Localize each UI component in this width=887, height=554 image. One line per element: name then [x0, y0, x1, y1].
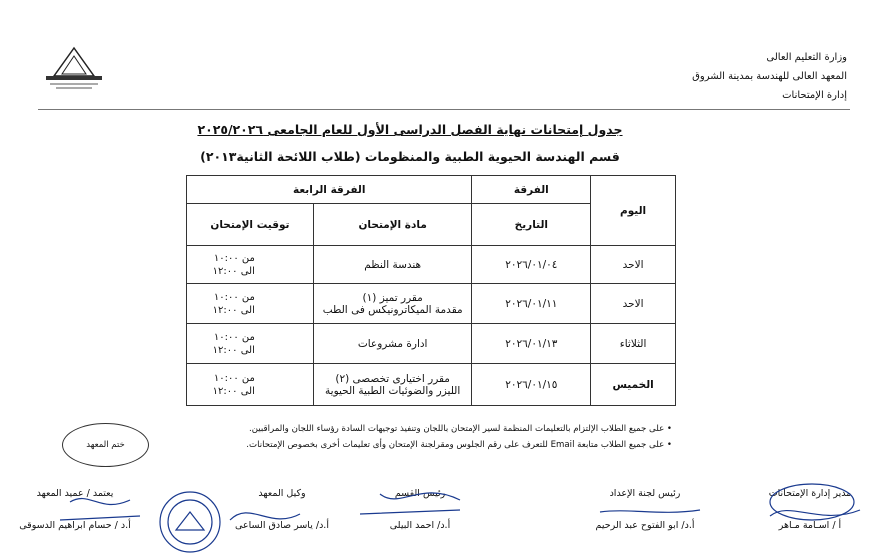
signature-name: أ / اسـامة مـاهر	[778, 520, 842, 531]
table-row	[187, 284, 676, 324]
institute-stamp: ختم المعهد	[62, 423, 149, 467]
subject-line-2: الليزر والضوئيات الطبية الحيوية	[325, 384, 461, 397]
signature-name: أ.د/ ابو الفتوح عبد الرحيم	[595, 520, 695, 531]
time-to: الى ١٢:٠٠	[212, 265, 255, 277]
day-cell: الاحد	[591, 284, 676, 324]
subject-cell	[313, 246, 472, 284]
signature-role: وكيل المعهد	[258, 488, 306, 499]
header-divider	[38, 109, 850, 110]
date-cell: ٢٠٢٦/٠١/١٣	[472, 324, 591, 364]
time-cell	[187, 284, 314, 324]
time-cell	[187, 364, 314, 406]
signature-role: مدير إدارة الإمتحانات	[768, 488, 852, 499]
signature-name: أ.د/ ياسر صادق الساعى	[235, 520, 329, 531]
time-from: من ١٠:٠٠	[213, 252, 255, 264]
subject-line: مقرر اختيارى تخصصى (٢)	[335, 372, 450, 385]
time-cell	[187, 246, 314, 284]
ministry-label: وزارة التعليم العالى	[766, 52, 847, 63]
time-cell	[187, 324, 314, 364]
day-cell: الثلاثاء	[591, 324, 676, 364]
time-to: الى ١٢:٠٠	[212, 344, 255, 356]
handwritten-signatures	[0, 470, 887, 554]
day-cell: الاحد	[591, 246, 676, 284]
subject-line: مقرر تميز (١)	[362, 291, 423, 304]
level-name-header: الفرقة الرابعة	[187, 176, 472, 204]
header-block	[587, 48, 847, 105]
col-subject-header: مادة الإمتحان	[313, 204, 472, 246]
subject-cell	[313, 364, 472, 406]
note-item: • على جميع الطلاب متابعة Email للتعرف على رقم الجلوس ومقرلجنة الإمتحان وأى تعليمات أخرى بخصوص الإمتحانات.	[246, 440, 672, 450]
institute-label: المعهد العالى للهندسة بمدينة الشروق	[692, 71, 847, 82]
signature-role: رئيس لجنة الإعداد	[609, 488, 681, 499]
department-label: إدارة الإمتحانات	[782, 90, 847, 101]
col-date-header: التاريخ	[472, 204, 591, 246]
institute-logo	[42, 44, 106, 94]
date-cell: ٢٠٢٦/٠١/٠٤	[472, 246, 591, 284]
subject-cell	[313, 284, 472, 324]
time-from: من ١٠:٠٠	[213, 372, 255, 384]
page-subtitle: قسم الهندسة الحيوية الطبية والمنظومات (طلاب اللائحة الثانية٢٠١٣)	[200, 149, 620, 164]
page-title: جدول إمتحانات نهاية الفصل الدراسى الأول للعام الجامعى ٢٠٢٥/٢٠٢٦	[197, 122, 623, 137]
col-level-header: الفرقة	[472, 176, 591, 204]
date-cell: ٢٠٢٦/٠١/١١	[472, 284, 591, 324]
date-cell: ٢٠٢٦/٠١/١٥	[472, 364, 591, 406]
signature-name: أ.د/ احمد البيلى	[389, 520, 451, 531]
signature-name: أ.د / حسام ابراهيم الدسوقى	[19, 520, 131, 531]
day-cell: الخميس	[591, 364, 676, 406]
time-to: الى ١٢:٠٠	[212, 304, 255, 316]
time-from: من ١٠:٠٠	[213, 291, 255, 303]
table-row	[187, 246, 676, 284]
subject-line: ادارة مشروعات	[357, 337, 428, 350]
col-time-header: توقيت الإمتحان	[187, 204, 314, 246]
subject-line: هندسة النظم	[364, 258, 422, 271]
table-row	[187, 364, 676, 406]
exam-schedule-table	[186, 175, 676, 406]
instructions-notes	[220, 421, 672, 453]
time-from: من ١٠:٠٠	[213, 331, 255, 343]
table-row	[187, 324, 676, 364]
subject-cell	[313, 324, 472, 364]
col-day-header: اليوم	[591, 176, 676, 246]
signature-role: يعتمد / عميد المعهد	[36, 488, 114, 499]
signature-role: رئيس القسم	[394, 488, 446, 499]
subject-line-2: مقدمة الميكاترونيكس فى الطب	[322, 303, 463, 316]
note-item: • على جميع الطلاب الإلتزام بالتعليمات المنظمة لسير الإمتحان باللجان وتنفيذ توجيهات السادة رؤساء اللجان والمراقبين.	[249, 424, 672, 434]
time-to: الى ١٢:٠٠	[212, 385, 255, 397]
